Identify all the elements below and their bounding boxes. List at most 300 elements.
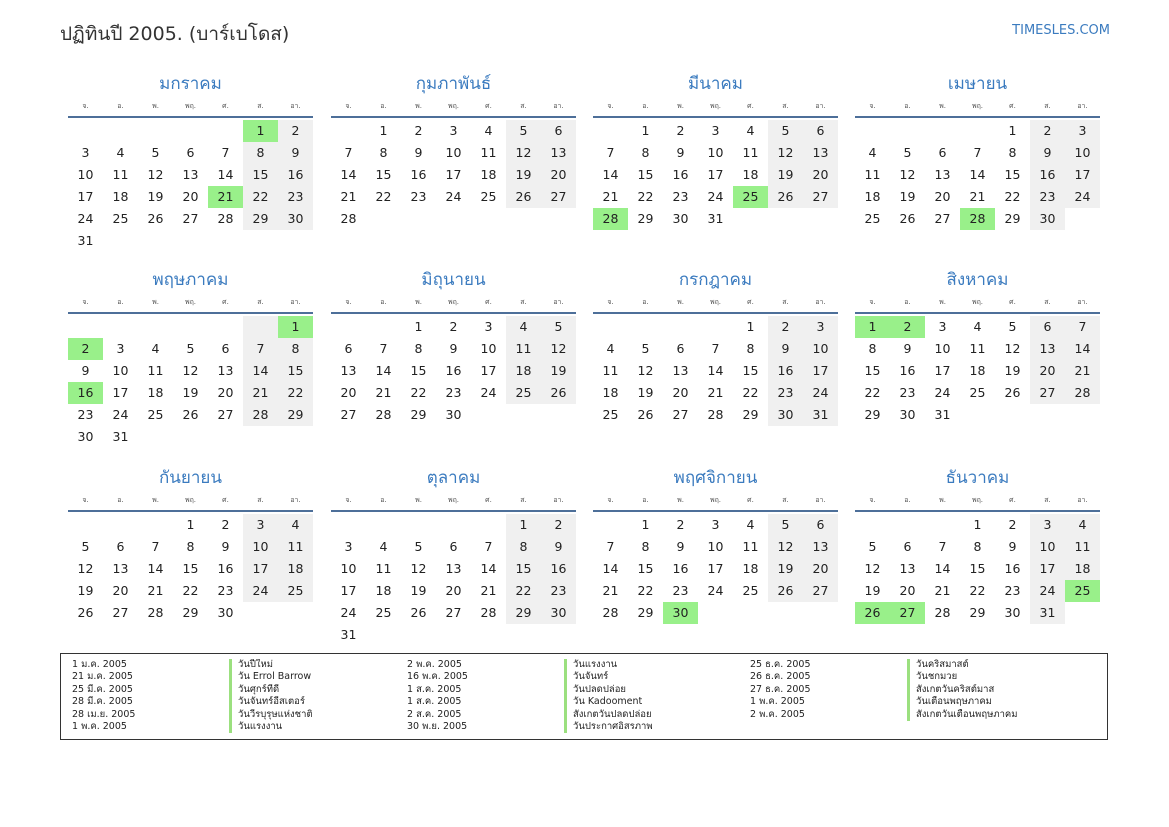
day-cell: 16: [410, 167, 427, 182]
day-cell: 29: [506, 602, 541, 624]
day-cell: 27: [445, 605, 462, 620]
weekday-label: ศ.: [747, 297, 754, 306]
weekday-label: จ.: [345, 101, 352, 110]
day-cell: 19: [77, 583, 94, 598]
day-cell: 10: [803, 338, 838, 360]
day-grid: [593, 514, 838, 624]
holiday-name: วันวีรบุรุษแห่งชาติ: [238, 708, 313, 720]
day-cell: 30: [672, 211, 689, 226]
day-cell: 29: [278, 404, 313, 426]
day-cell: 5: [541, 316, 576, 338]
weekday-label: อ.: [642, 495, 649, 504]
day-cell: 19: [768, 558, 803, 580]
day-cell: 4: [746, 123, 755, 138]
weekday-label: อา.: [1077, 495, 1088, 504]
empty-day-cell: [593, 316, 628, 338]
site-link[interactable]: TIMESLES.COM: [1012, 23, 1110, 38]
day-cell: 12: [899, 167, 916, 182]
day-cell: 24: [243, 580, 278, 602]
day-cell: 21: [147, 583, 164, 598]
holiday-date: 1 พ.ค. 2005: [750, 696, 805, 708]
day-cell: 20: [803, 164, 838, 186]
day-cell: 17: [1065, 164, 1100, 186]
holiday-date: 30 พ.ย. 2005: [407, 720, 468, 732]
day-cell: 3: [938, 319, 947, 334]
weekday-label: อา.: [1077, 101, 1088, 110]
empty-day-cell: [331, 316, 366, 338]
day-cell: 11: [506, 338, 541, 360]
day-cell: 22: [182, 583, 199, 598]
day-cell: 14: [934, 561, 951, 576]
weekday-header: [331, 292, 576, 314]
day-cell: 29: [1004, 211, 1021, 226]
day-cell: 6: [903, 539, 912, 554]
weekday-label: พ.: [939, 101, 946, 110]
empty-day-cell: [173, 316, 208, 338]
holiday-date: 1 ม.ค. 2005: [72, 659, 127, 670]
day-cell: 21: [480, 583, 497, 598]
day-grid: [855, 514, 1100, 624]
day-cell: 29: [864, 407, 881, 422]
weekday-label: จ.: [869, 495, 876, 504]
day-cell: 16: [217, 561, 234, 576]
day-cell: 9: [414, 145, 423, 160]
holiday-name: วันปีใหม่: [238, 659, 274, 670]
day-cell: 8: [1008, 145, 1017, 160]
day-cell: 27: [803, 186, 838, 208]
holiday-date: 2 พ.ค. 2005: [407, 659, 462, 670]
day-cell: 23: [541, 580, 576, 602]
day-cell: 28: [375, 407, 392, 422]
day-cell: 13: [899, 561, 916, 576]
day-cell: 10: [77, 167, 94, 182]
day-cell: 15: [969, 561, 986, 576]
holiday-day-cell: 25: [1065, 580, 1100, 602]
holiday-marker: [564, 696, 567, 708]
day-cell: 1: [1008, 123, 1017, 138]
weekday-label: พฤ.: [447, 101, 460, 110]
day-cell: 8: [641, 145, 650, 160]
day-cell: 10: [1065, 142, 1100, 164]
weekday-label: อ.: [642, 297, 649, 306]
day-cell: 17: [480, 363, 497, 378]
day-cell: 31: [340, 627, 357, 642]
day-cell: 24: [340, 605, 357, 620]
day-cell: 29: [243, 208, 278, 230]
weekday-label: ศ.: [747, 101, 754, 110]
holiday-name: สังเกตวันคริสต์มาส: [916, 683, 995, 695]
weekday-header: [855, 490, 1100, 512]
day-cell: 4: [151, 341, 160, 356]
weekday-label: พ.: [415, 495, 422, 504]
day-cell: 3: [711, 517, 720, 532]
holiday-date: 2 ส.ค. 2005: [407, 708, 462, 720]
month-name: มกราคม: [159, 74, 222, 94]
day-cell: 6: [541, 120, 576, 142]
day-cell: 18: [742, 561, 759, 576]
empty-day-cell: [593, 514, 628, 536]
day-cell: 10: [445, 145, 462, 160]
day-cell: 18: [506, 360, 541, 382]
day-cell: 27: [340, 407, 357, 422]
holiday-day-cell: 25: [733, 186, 768, 208]
day-cell: 11: [602, 363, 619, 378]
empty-day-cell: [173, 120, 208, 142]
day-cell: 14: [602, 167, 619, 182]
holiday-date: 1 ส.ค. 2005: [407, 696, 462, 708]
month-calendar: [593, 268, 838, 426]
day-cell: 9: [768, 338, 803, 360]
empty-day-cell: [925, 120, 960, 142]
day-cell: 26: [147, 211, 164, 226]
weekday-label: ส.: [257, 101, 264, 110]
day-cell: 10: [243, 536, 278, 558]
holiday-row: [72, 696, 398, 708]
day-cell: 6: [116, 539, 125, 554]
weekday-label: อ.: [904, 101, 911, 110]
day-cell: 21: [375, 385, 392, 400]
holiday-marker: [907, 696, 910, 708]
day-grid: [68, 120, 313, 252]
day-cell: 25: [278, 580, 313, 602]
day-cell: 30: [899, 407, 916, 422]
weekday-label: อ.: [380, 101, 387, 110]
day-cell: 13: [1030, 338, 1065, 360]
day-cell: 25: [742, 583, 759, 598]
day-cell: 5: [768, 514, 803, 536]
day-cell: 21: [969, 189, 986, 204]
day-cell: 28: [707, 407, 724, 422]
holiday-marker: [229, 671, 232, 683]
day-cell: 9: [541, 536, 576, 558]
day-cell: 13: [112, 561, 129, 576]
weekday-label: ส.: [257, 495, 264, 504]
holiday-day-cell: 30: [663, 602, 698, 624]
day-cell: 5: [903, 145, 912, 160]
day-cell: 2: [449, 319, 458, 334]
day-cell: 23: [899, 385, 916, 400]
holiday-row: [72, 671, 398, 683]
month-name: มิถุนายน: [421, 270, 486, 290]
weekday-label: พฤ.: [447, 495, 460, 504]
month-calendar: [855, 466, 1100, 624]
day-cell: 4: [1065, 514, 1100, 536]
day-cell: 20: [1030, 360, 1065, 382]
day-cell: 12: [506, 142, 541, 164]
day-cell: 23: [768, 382, 803, 404]
day-cell: 16: [899, 363, 916, 378]
day-cell: 15: [278, 360, 313, 382]
holiday-name: วันชกมวย: [916, 671, 958, 683]
holiday-row: [750, 684, 1076, 696]
month-calendar: [68, 268, 313, 448]
day-cell: 27: [541, 186, 576, 208]
weekday-label: อา.: [553, 495, 564, 504]
weekday-label: พฤ.: [971, 495, 984, 504]
day-cell: 16: [672, 561, 689, 576]
day-cell: 14: [375, 363, 392, 378]
day-cell: 15: [1004, 167, 1021, 182]
day-cell: 15: [637, 561, 654, 576]
day-cell: 13: [672, 363, 689, 378]
day-cell: 14: [480, 561, 497, 576]
day-cell: 15: [742, 363, 759, 378]
day-cell: 24: [112, 407, 129, 422]
day-cell: 24: [803, 382, 838, 404]
day-cell: 30: [541, 602, 576, 624]
day-cell: 12: [768, 536, 803, 558]
day-cell: 19: [506, 164, 541, 186]
holiday-row: [750, 671, 1076, 683]
day-cell: 21: [602, 189, 619, 204]
day-cell: 8: [973, 539, 982, 554]
day-cell: 11: [278, 536, 313, 558]
day-cell: 1: [641, 517, 650, 532]
holiday-date: 27 ธ.ค. 2005: [750, 683, 811, 695]
day-cell: 12: [768, 142, 803, 164]
day-cell: 10: [112, 363, 129, 378]
day-cell: 29: [410, 407, 427, 422]
day-cell: 8: [414, 341, 423, 356]
day-cell: 14: [969, 167, 986, 182]
day-cell: 4: [484, 123, 493, 138]
holiday-marker: [564, 659, 567, 671]
weekday-label: พ.: [939, 495, 946, 504]
day-cell: 10: [340, 561, 357, 576]
day-cell: 5: [506, 120, 541, 142]
day-cell: 30: [217, 605, 234, 620]
day-cell: 21: [340, 189, 357, 204]
day-cell: 2: [1008, 517, 1017, 532]
empty-day-cell: [138, 514, 173, 536]
day-cell: 9: [903, 341, 912, 356]
empty-day-cell: [925, 514, 960, 536]
day-cell: 1: [641, 123, 650, 138]
weekday-label: พ.: [415, 297, 422, 306]
day-cell: 5: [81, 539, 90, 554]
empty-day-cell: [208, 120, 243, 142]
day-cell: 3: [81, 145, 90, 160]
day-cell: 15: [182, 561, 199, 576]
empty-day-cell: [103, 120, 138, 142]
weekday-label: จ.: [345, 495, 352, 504]
weekday-label: พฤ.: [709, 297, 722, 306]
day-cell: 8: [641, 539, 650, 554]
day-cell: 11: [969, 341, 986, 356]
day-cell: 3: [803, 316, 838, 338]
holiday-date: 2 พ.ค. 2005: [750, 708, 805, 720]
day-cell: 24: [707, 189, 724, 204]
empty-day-cell: [663, 316, 698, 338]
holiday-row: [407, 696, 733, 708]
holiday-list: [60, 653, 1108, 740]
weekday-header: [331, 490, 576, 512]
day-cell: 22: [637, 583, 654, 598]
day-cell: 14: [217, 167, 234, 182]
weekday-header: [68, 490, 313, 512]
day-cell: 28: [934, 605, 951, 620]
holiday-date: 16 พ.ค. 2005: [407, 671, 468, 683]
weekday-label: อา.: [815, 297, 826, 306]
day-cell: 22: [278, 382, 313, 404]
day-cell: 26: [541, 382, 576, 404]
holiday-day-cell: 1: [278, 316, 313, 338]
day-cell: 18: [602, 385, 619, 400]
day-cell: 18: [147, 385, 164, 400]
holiday-day-cell: 27: [890, 602, 925, 624]
day-cell: 17: [1030, 558, 1065, 580]
day-cell: 27: [182, 211, 199, 226]
month-name: สิงหาคม: [946, 270, 1009, 290]
day-cell: 20: [934, 189, 951, 204]
holiday-marker: [229, 696, 232, 708]
day-cell: 30: [445, 407, 462, 422]
day-cell: 8: [278, 338, 313, 360]
day-cell: 28: [602, 605, 619, 620]
holiday-marker: [229, 684, 232, 696]
day-cell: 12: [77, 561, 94, 576]
weekday-label: จ.: [869, 297, 876, 306]
day-cell: 8: [243, 142, 278, 164]
day-cell: 6: [186, 145, 195, 160]
day-cell: 17: [77, 189, 94, 204]
day-cell: 23: [410, 189, 427, 204]
day-cell: 30: [278, 208, 313, 230]
day-cell: 13: [445, 561, 462, 576]
day-cell: 22: [864, 385, 881, 400]
holiday-row: [72, 659, 398, 671]
weekday-label: อ.: [904, 297, 911, 306]
weekday-header: [855, 96, 1100, 118]
day-cell: 29: [637, 211, 654, 226]
day-cell: 6: [344, 341, 353, 356]
holiday-marker: [907, 671, 910, 683]
day-cell: 29: [637, 605, 654, 620]
weekday-label: พ.: [939, 297, 946, 306]
weekday-label: ศ.: [485, 297, 492, 306]
day-cell: 3: [116, 341, 125, 356]
holiday-day-cell: 2: [890, 316, 925, 338]
day-cell: 7: [221, 145, 230, 160]
day-cell: 8: [506, 536, 541, 558]
weekday-label: พฤ.: [184, 297, 197, 306]
day-cell: 28: [480, 605, 497, 620]
day-cell: 27: [934, 211, 951, 226]
day-cell: 17: [707, 167, 724, 182]
day-cell: 31: [934, 407, 951, 422]
weekday-header: [68, 292, 313, 314]
day-cell: 17: [707, 561, 724, 576]
empty-day-cell: [436, 514, 471, 536]
holiday-row: [750, 659, 1076, 671]
day-cell: 10: [1030, 536, 1065, 558]
day-cell: 18: [480, 167, 497, 182]
day-cell: 26: [637, 407, 654, 422]
day-cell: 14: [1065, 338, 1100, 360]
day-cell: 19: [768, 164, 803, 186]
holiday-marker: [229, 721, 232, 733]
day-cell: 6: [221, 341, 230, 356]
day-cell: 20: [445, 583, 462, 598]
day-cell: 30: [768, 404, 803, 426]
month-calendar: [68, 466, 313, 624]
day-cell: 24: [707, 583, 724, 598]
weekday-label: จ.: [345, 297, 352, 306]
day-cell: 8: [186, 539, 195, 554]
day-cell: 4: [506, 316, 541, 338]
empty-day-cell: [890, 120, 925, 142]
holiday-date: 28 มี.ค. 2005: [72, 696, 133, 708]
weekday-label: จ.: [607, 495, 614, 504]
month-name: เมษายน: [947, 74, 1008, 94]
day-cell: 26: [768, 186, 803, 208]
day-cell: 5: [768, 120, 803, 142]
day-cell: 13: [217, 363, 234, 378]
day-cell: 24: [934, 385, 951, 400]
day-cell: 1: [379, 123, 388, 138]
holiday-name: วันประกาศอิสรภาพ: [573, 720, 653, 732]
page-title: ปฏิทินปี 2005. (บาร์เบโดส): [60, 23, 290, 45]
weekday-label: ส.: [1044, 495, 1051, 504]
day-cell: 7: [938, 539, 947, 554]
day-cell: 27: [217, 407, 234, 422]
empty-day-cell: [68, 316, 103, 338]
day-cell: 14: [243, 360, 278, 382]
day-cell: 22: [410, 385, 427, 400]
day-cell: 16: [672, 167, 689, 182]
day-cell: 18: [742, 167, 759, 182]
day-cell: 7: [606, 539, 615, 554]
day-cell: 26: [77, 605, 94, 620]
day-cell: 9: [81, 363, 90, 378]
day-cell: 13: [803, 142, 838, 164]
weekday-header: [593, 292, 838, 314]
day-cell: 9: [676, 145, 685, 160]
day-cell: 25: [506, 382, 541, 404]
weekday-label: ศ.: [747, 495, 754, 504]
holiday-day-cell: 28: [960, 208, 995, 230]
day-cell: 12: [1004, 341, 1021, 356]
weekday-label: จ.: [607, 297, 614, 306]
day-cell: 1: [746, 319, 755, 334]
day-cell: 18: [112, 189, 129, 204]
day-cell: 11: [1065, 536, 1100, 558]
day-cell: 28: [340, 211, 357, 226]
day-cell: 25: [602, 407, 619, 422]
holiday-date: 26 ธ.ค. 2005: [750, 671, 811, 683]
holiday-day-cell: 2: [68, 338, 103, 360]
day-cell: 27: [112, 605, 129, 620]
month-name: พฤศจิกายน: [673, 468, 758, 488]
day-cell: 1: [506, 514, 541, 536]
day-cell: 19: [182, 385, 199, 400]
day-grid: [68, 514, 313, 624]
day-cell: 17: [340, 583, 357, 598]
weekday-label: ส.: [520, 101, 527, 110]
weekday-label: ส.: [520, 297, 527, 306]
month-name: กุมภาพันธ์: [415, 74, 492, 94]
day-cell: 5: [414, 539, 423, 554]
day-cell: 10: [934, 341, 951, 356]
weekday-label: ส.: [520, 495, 527, 504]
day-cell: 16: [768, 360, 803, 382]
day-cell: 2: [676, 517, 685, 532]
day-cell: 17: [445, 167, 462, 182]
day-grid: [68, 316, 313, 448]
day-cell: 9: [1008, 539, 1017, 554]
day-cell: 18: [375, 583, 392, 598]
weekday-header: [593, 490, 838, 512]
